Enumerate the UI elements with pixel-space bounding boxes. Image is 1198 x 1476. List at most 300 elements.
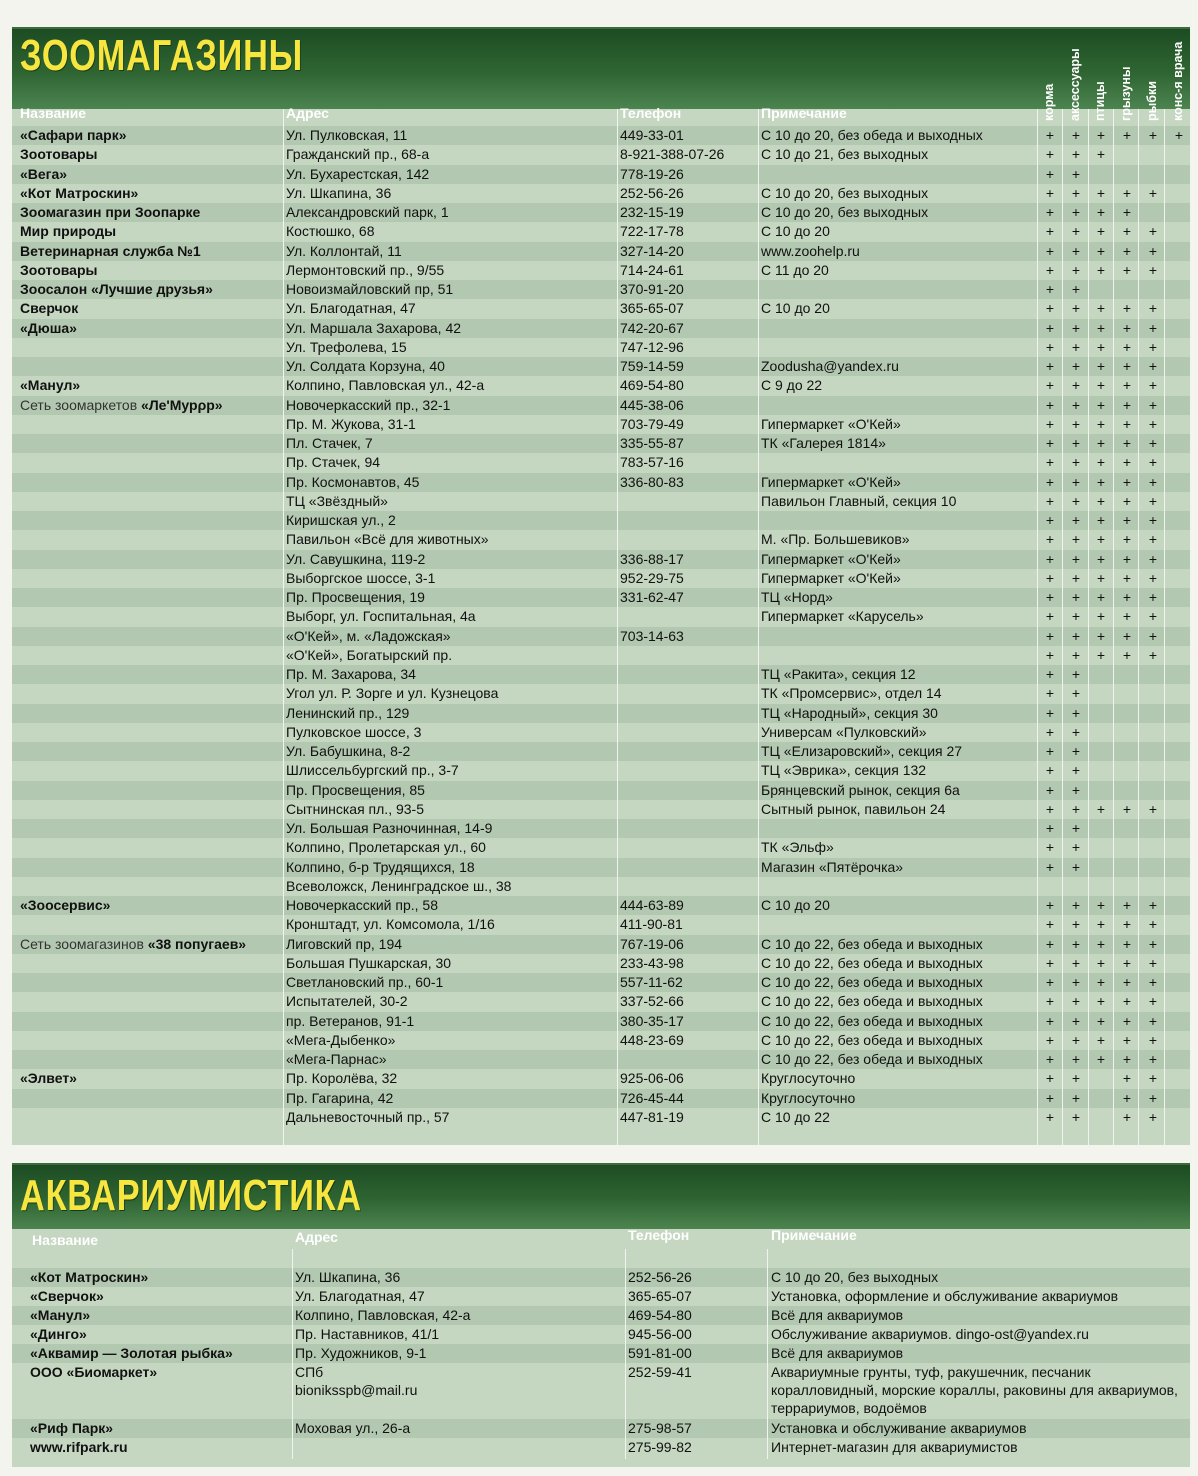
category-mark: + [1071,377,1081,394]
category-mark: + [1122,261,1132,278]
category-mark: + [1122,338,1132,355]
store-name [20,396,282,415]
store-address: Новочеркасский пр., 32-1 [286,396,451,413]
category-mark: + [1148,916,1158,933]
store-name-text: «Дюша» [20,319,77,336]
store-phone: 449-33-01 [620,127,684,143]
category-mark: + [1071,204,1081,220]
category-mark: + [1096,627,1106,644]
store-name: «Риф Парк» [30,1420,114,1436]
category-mark: + [1071,281,1081,297]
category-mark: + [1148,1089,1158,1106]
table-row [12,357,1190,376]
category-mark: + [1045,396,1055,413]
table-row [12,261,1190,280]
store-note: С 10 до 22 [761,1108,830,1125]
store-note: С 10 до 22, без обеда и выходных [761,1031,983,1048]
category-mark: + [1096,454,1106,471]
category-mark: + [1148,935,1158,952]
category-mark: + [1148,608,1158,625]
table-row [12,1108,1190,1127]
table-row [12,511,1190,530]
store-name [20,145,282,164]
category-mark: + [1122,1031,1132,1048]
table-row [12,376,1190,395]
category-mark: + [1071,935,1081,952]
category-mark: + [1122,1070,1132,1087]
store-name-text: Сверчок [20,300,79,317]
store-address: Выборгское шоссе, 3-1 [286,569,436,586]
category-mark: + [1071,704,1081,721]
store-note: С 10 до 22, без обеда и выходных [761,1051,983,1067]
store-name: «Сверчок» [30,1288,104,1304]
category-mark: + [1096,646,1106,663]
store-name [20,222,282,241]
store-note: Павильон Главный, секция 10 [761,492,957,509]
category-header: корма [1042,83,1056,121]
store-phone: 742-20-67 [620,319,684,336]
store-note: Всё для аквариумов [771,1307,904,1323]
category-mark: + [1045,204,1055,220]
store-address: Угол ул. Р. Зорге и ул. Кузнецова [286,685,499,702]
store-name [20,165,282,184]
store-name-text: «Зоосервис» [20,897,111,913]
table-row [12,1031,1190,1050]
category-mark: + [1096,935,1106,952]
store-note: Круглосуточно [761,1070,856,1087]
store-name: «Манул» [30,1307,91,1323]
zoo-header-address: Адрес [286,105,329,121]
category-mark: + [1096,1031,1106,1048]
category-mark: + [1148,300,1158,317]
table-row [12,222,1190,241]
category-mark: + [1148,377,1158,394]
category-mark: + [1122,435,1132,451]
category-mark: + [1122,473,1132,490]
store-note: Установка и обслуживание аквариумов [771,1420,1027,1436]
category-mark: + [1122,512,1132,528]
category-mark: + [1096,1051,1106,1067]
store-name-text: Мир природы [20,223,117,240]
category-header: грызуны [1119,66,1133,121]
category-mark: + [1148,531,1158,548]
category-mark: + [1148,415,1158,432]
store-address: Ул. Трефолева, 15 [286,338,407,355]
store-address [295,1325,625,1343]
table-row [12,954,1190,973]
store-name-text: «38 попугаев» [147,935,247,952]
store-note: ТК «Эльф» [761,839,834,856]
table-row [12,280,1190,299]
category-mark: + [1071,242,1081,259]
category-mark: + [1045,1089,1055,1106]
store-name [20,126,282,145]
store-address: Колпино, Павловская ул., 42-а [286,377,485,394]
category-mark: + [1071,993,1081,1010]
store-address: Ул. Савушкина, 119-2 [286,550,426,567]
store-address: Пулковское шоссе, 3 [286,723,422,740]
category-mark: + [1096,492,1106,509]
column-divider [1138,109,1139,1147]
table-row [12,530,1190,549]
table-row [12,781,1190,800]
store-note: Интернет-магазин для аквариумистов [771,1439,1018,1455]
category-mark: + [1045,242,1055,259]
store-address: Пр. Королёва, 32 [286,1070,398,1087]
store-phone: 726-45-44 [620,1089,684,1106]
category-mark: + [1122,184,1132,201]
category-mark: + [1148,1070,1158,1087]
store-note: С 10 до 20 [761,223,830,240]
category-mark: + [1122,531,1132,548]
category-mark: + [1045,454,1055,471]
category-mark: + [1071,743,1081,759]
category-mark: + [1071,1012,1081,1029]
category-mark: + [1071,627,1081,644]
category-mark: + [1045,1070,1055,1087]
category-mark: + [1071,858,1081,875]
table-row [12,1012,1190,1031]
store-phone: 370-91-20 [620,281,684,297]
category-mark: + [1096,242,1106,259]
category-mark: + [1096,127,1106,143]
category-mark: + [1045,261,1055,278]
category-mark: + [1071,223,1081,240]
table-row [12,896,1190,915]
store-address: Пр. Просвещения, 19 [286,589,425,605]
store-name [20,1069,282,1088]
category-mark: + [1071,319,1081,336]
store-name-text: «Элвет» [20,1070,77,1087]
store-address: Павильон «Всё для животных» [286,531,489,548]
category-mark: + [1071,646,1081,663]
category-mark: + [1071,358,1081,374]
store-phone: 327-14-20 [620,242,684,259]
table-row [12,838,1190,857]
category-mark: + [1045,897,1055,913]
store-name-text: Зоомагазин при Зоопарке [20,204,201,220]
category-mark: + [1071,839,1081,856]
category-mark: + [1122,242,1132,259]
store-note: ТК «Промсервис», отдел 14 [761,685,942,702]
category-mark: + [1096,608,1106,625]
store-address: Ул. Бабушкина, 8-2 [286,743,411,759]
category-mark: + [1071,1070,1081,1087]
category-mark: + [1122,897,1132,913]
category-mark: + [1071,261,1081,278]
category-mark: + [1148,319,1158,336]
category-mark: + [1122,223,1132,240]
store-name-text: «Вега» [20,165,68,182]
store-note: Установка, оформление и обслуживание аквариумов [771,1288,1119,1304]
store-name: «Динго» [30,1326,87,1342]
category-mark: + [1096,358,1106,374]
zoo-header-name: Название [20,105,87,121]
table-row [12,858,1190,877]
store-address: Пр. М. Жукова, 31-1 [286,415,416,432]
category-mark: + [1045,1031,1055,1048]
aquaristics-section [12,1163,1190,1467]
category-mark: + [1122,1108,1132,1125]
category-mark: + [1045,435,1055,451]
store-name: «Кот Матроскин» [30,1269,149,1285]
category-mark: + [1122,589,1132,605]
category-mark: + [1071,184,1081,201]
category-mark: + [1122,396,1132,413]
category-mark: + [1122,1051,1132,1067]
store-note: www.zoohelp.ru [761,242,860,259]
table-row [12,800,1190,819]
store-phone: 411-90-81 [620,916,683,933]
category-mark: + [1122,646,1132,663]
store-address: Костюшко, 68 [286,223,375,240]
store-address: Пр. Просвещения, 85 [286,781,425,798]
store-address: пр. Ветеранов, 91-1 [286,1012,415,1029]
category-header: конс-я врача [1171,41,1185,121]
category-mark: + [1045,646,1055,663]
aqua-header-note: Примечание [771,1227,857,1243]
category-mark: + [1071,974,1081,990]
column-divider [283,109,284,1147]
category-mark: + [1071,396,1081,413]
store-phone: 365-65-07 [620,300,684,317]
store-phone: 767-19-06 [620,935,684,952]
category-mark: + [1045,319,1055,336]
category-mark: + [1122,492,1132,509]
store-note: С 10 до 20 [761,897,830,913]
store-phone: 747-12-96 [620,338,684,355]
aqua-banner [12,1165,1190,1248]
store-name-text: Зоосалон «Лучшие друзья» [20,281,213,297]
category-mark: + [1071,954,1081,971]
store-address-line: Пр. Художников, 9-1 [295,1345,427,1361]
store-note: Обслуживание аквариумов. dingo-ost@yandex.ru [771,1326,1089,1342]
category-mark: + [1045,377,1055,394]
store-phone: 759-14-59 [620,358,684,374]
category-mark: + [1148,454,1158,471]
category-mark: + [1045,666,1055,682]
store-name-text: «Манул» [20,377,81,394]
category-mark: + [1045,858,1055,875]
category-mark: + [1045,589,1055,605]
category-mark: + [1045,723,1055,740]
store-phone: 8-921-388-07-26 [620,146,725,163]
store-note: С 10 до 22, без обеда и выходных [761,974,983,990]
store-name-text: Зоотовары [20,261,98,278]
store-address: Гражданский пр., 68-а [286,146,430,163]
store-phone: 335-55-87 [620,435,684,451]
category-mark: + [1096,300,1106,317]
aqua-title: АКВАРИУМИСТИКА [20,1171,362,1220]
category-mark: + [1071,338,1081,355]
store-phone: 469-54-80 [620,377,684,394]
store-phone: 945-56-00 [628,1326,692,1342]
table-row [12,723,1190,742]
store-address: «О'Кей», м. «Ладожская» [286,627,451,644]
aqua-header-name: Название [32,1232,99,1248]
store-note: С 10 до 20, без выходных [761,184,929,201]
store-note: ТЦ «Ракита», секция 12 [761,666,916,682]
category-mark: + [1045,223,1055,240]
table-row [12,877,1190,896]
category-mark: + [1096,897,1106,913]
store-note: Гипермаркет «О'Кей» [761,473,901,490]
store-address [295,1268,625,1286]
table-row [12,607,1190,626]
zoo-title: ЗООМАГАЗИНЫ [20,31,304,80]
store-name [20,376,282,395]
category-mark: + [1096,223,1106,240]
store-name [20,280,282,299]
category-mark: + [1045,300,1055,317]
table-row [12,935,1190,954]
table-row [12,473,1190,492]
category-mark: + [1148,993,1158,1010]
category-mark: + [1071,1108,1081,1125]
store-address-line: Ул. Шкапина, 36 [295,1269,401,1285]
category-mark: + [1045,531,1055,548]
category-mark: + [1071,762,1081,779]
category-mark: + [1122,204,1132,220]
column-divider [1088,109,1089,1147]
category-mark: + [1071,146,1081,163]
table-row [12,492,1190,511]
store-address: ТЦ «Звёздный» [286,492,388,509]
store-address: Большая Пушкарская, 30 [286,954,452,971]
store-note: Круглосуточно [761,1089,856,1106]
category-mark: + [1122,974,1132,990]
store-name-prefix: Сеть зоомагазинов [20,935,148,952]
store-phone: 952-29-75 [620,569,684,586]
zoo-header-phone: Телефон [620,105,682,121]
store-address: Всеволожск, Ленинградское ш., 38 [286,877,512,894]
store-name-text: Зоотовары [20,146,98,163]
zoo-stores-section [12,27,1190,1145]
store-name: www.rifpark.ru [30,1439,128,1455]
store-name-prefix: Сеть зоомаркетов [20,396,142,413]
category-mark: + [1071,685,1081,702]
category-mark: + [1045,781,1055,798]
store-note: С 10 до 20 [761,300,830,317]
store-note: Аквариумные грунты, туф, ракушечник, песчаник коралловидный, морские кораллы, раковины для аквариумов, террариумов, водоёмов [771,1364,1178,1416]
table-row [12,396,1190,415]
category-mark: + [1148,589,1158,605]
store-note: Магазин «Пятёрочка» [761,858,904,875]
category-header: рыбки [1145,81,1159,121]
table-row [12,242,1190,261]
category-mark: + [1096,435,1106,451]
category-mark: + [1122,916,1132,933]
category-mark: + [1071,666,1081,682]
store-name: ООО «Биомаркет» [30,1364,158,1380]
category-mark: + [1122,993,1132,1010]
category-mark: + [1096,531,1106,548]
store-address: Выборг, ул. Госпитальная, 4а [286,608,476,625]
store-note: ТЦ «Елизаровский», секция 27 [761,743,963,759]
store-address: Новочеркасский пр., 58 [286,897,439,913]
table-row [12,992,1190,1011]
category-mark: + [1148,569,1158,586]
table-row [12,569,1190,588]
store-address: Ул. Бухарестская, 142 [286,165,430,182]
category-mark: + [1148,1051,1158,1067]
store-note: С 10 до 21, без выходных [761,146,929,163]
store-address: Шлиссельбургский пр., 3-7 [286,762,459,779]
store-name [20,184,282,203]
category-mark: + [1122,377,1132,394]
category-mark: + [1071,454,1081,471]
category-mark: + [1045,935,1055,952]
store-name [20,896,282,915]
category-mark: + [1071,300,1081,317]
store-address-line: СПб [295,1364,324,1380]
store-address: Ул. Коллонтай, 11 [286,242,402,259]
store-note: ТЦ «Эврика», секция 132 [761,762,927,779]
category-mark: + [1122,1089,1132,1106]
category-mark: + [1122,569,1132,586]
category-mark: + [1096,377,1106,394]
store-address: Ул. Шкапина, 36 [286,184,392,201]
store-name-text: Ветеринарная служба №1 [20,242,201,259]
category-mark: + [1071,781,1081,798]
table-row [12,338,1190,357]
category-mark: + [1045,704,1055,721]
category-mark: + [1122,1012,1132,1029]
category-mark: + [1122,300,1132,317]
category-mark: + [1071,512,1081,528]
category-mark: + [1148,646,1158,663]
category-mark: + [1096,550,1106,567]
column-divider [758,109,759,1147]
store-address [295,1287,625,1305]
category-mark: + [1071,492,1081,509]
column-divider [1164,109,1165,1147]
store-name [20,203,282,222]
category-mark: + [1096,184,1106,201]
category-header: птицы [1093,81,1107,121]
column-divider [1113,109,1114,1147]
table-row [12,819,1190,838]
table-row [12,203,1190,222]
column-divider [1037,109,1038,1147]
category-mark: + [1071,435,1081,451]
category-mark: + [1148,512,1158,528]
category-mark: + [1071,608,1081,625]
category-mark: + [1045,916,1055,933]
store-phone: 233-43-98 [620,954,684,971]
aqua-header-phone: Телефон [628,1227,690,1243]
store-note: С 10 до 22, без обеда и выходных [761,1012,983,1029]
store-note: Гипермаркет «О'Кей» [761,550,901,567]
store-phone: 444-63-89 [620,897,684,913]
category-header: аксессуары [1068,48,1082,121]
store-phone: 275-98-57 [628,1420,692,1436]
category-mark: + [1045,800,1055,817]
category-mark: + [1045,762,1055,779]
store-address [295,1363,625,1399]
store-phone: 447-81-19 [620,1108,684,1125]
category-mark: + [1045,839,1055,856]
store-name-text: «Сафари парк» [20,127,127,143]
category-mark: + [1148,127,1158,143]
store-note: С 10 до 20, без обеда и выходных [761,127,983,143]
store-note: Универсам «Пулковский» [761,723,927,740]
store-phone: 380-35-17 [620,1012,684,1029]
store-address: Колпино, Пролетарская ул., 60 [286,839,486,856]
store-phone: 703-79-49 [620,415,684,432]
store-phone: 714-24-61 [620,261,684,278]
column-divider [767,1249,768,1459]
